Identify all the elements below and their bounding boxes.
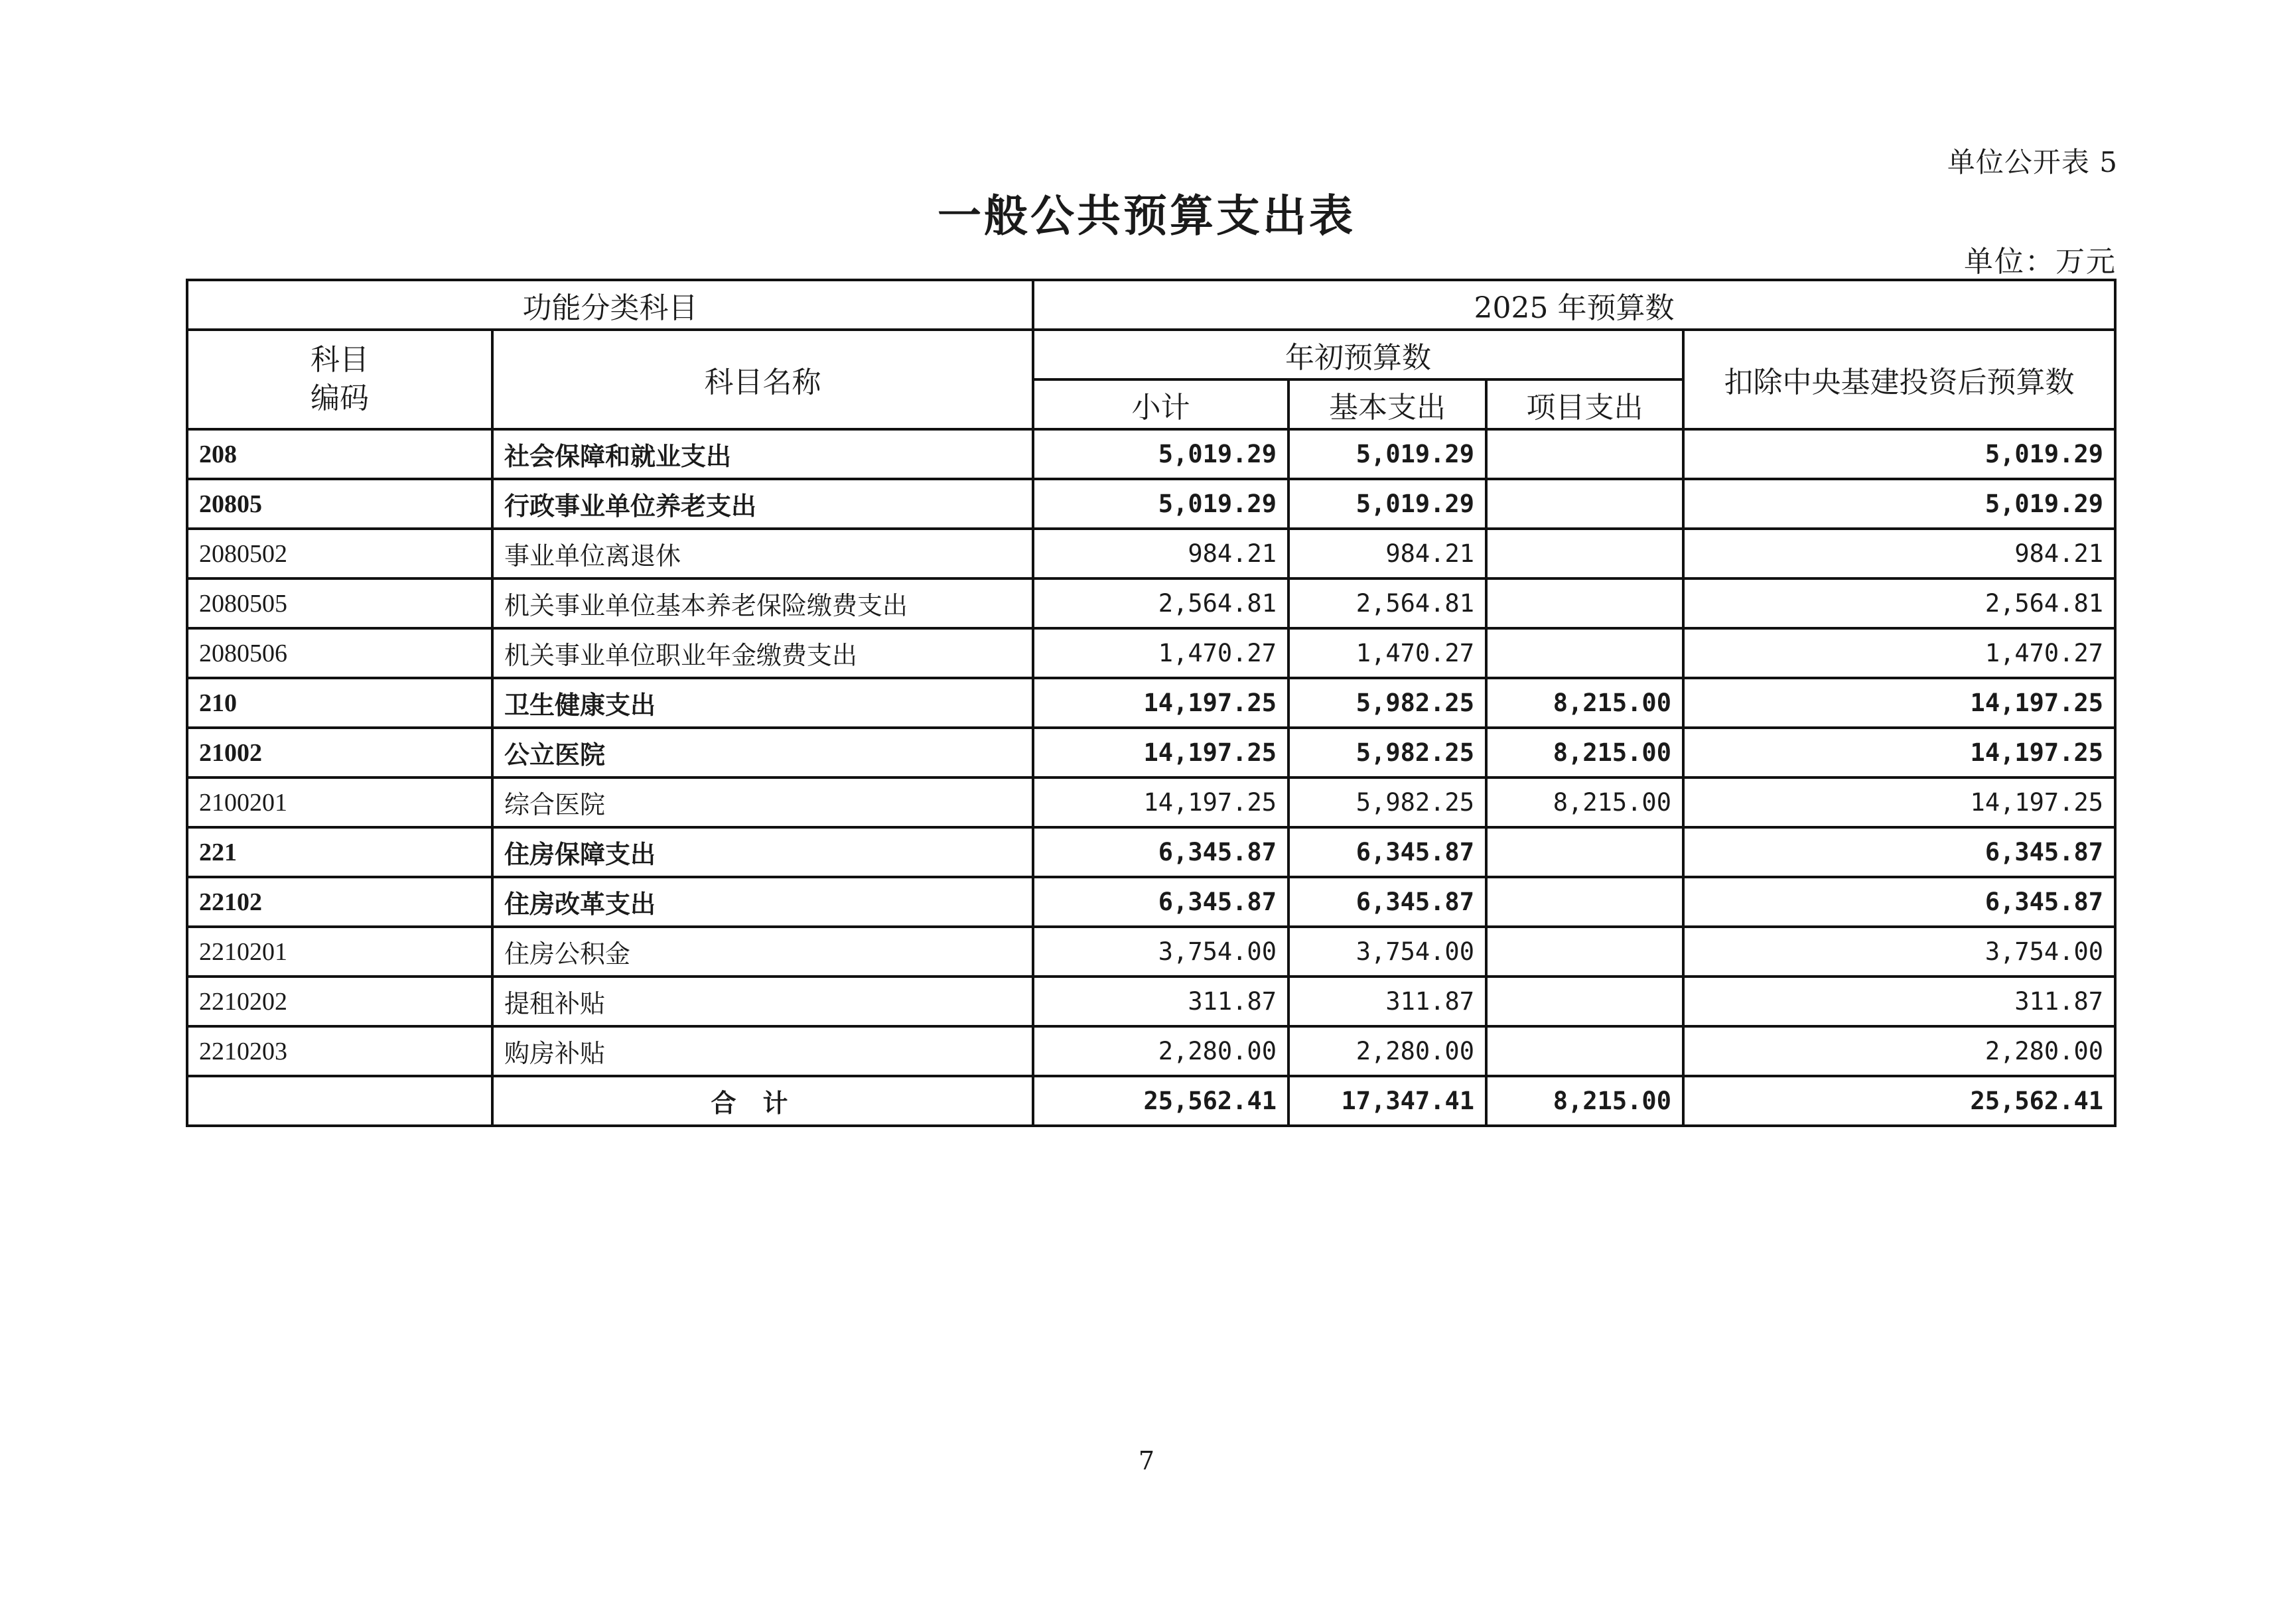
row-basic: 5,019.29 [1288, 479, 1486, 529]
row-name: 住房保障支出 [492, 827, 1033, 877]
table-row [187, 429, 2115, 479]
header-excluding-central: 扣除中央基建投资后预算数 [1683, 330, 2115, 429]
total-subtotal: 25,562.41 [1033, 1076, 1288, 1126]
row-project [1486, 827, 1683, 877]
row-code: 210 [187, 678, 492, 728]
row-excluding: 6,345.87 [1683, 877, 2115, 927]
row-name: 行政事业单位养老支出 [492, 479, 1033, 529]
header-function-classification: 功能分类科目 [187, 280, 1033, 330]
row-name: 机关事业单位基本养老保险缴费支出 [492, 578, 1033, 628]
row-subtotal: 3,754.00 [1033, 927, 1288, 977]
row-basic: 311.87 [1288, 977, 1486, 1026]
row-code: 208 [187, 429, 492, 479]
row-name: 住房改革支出 [492, 877, 1033, 927]
row-code: 2080502 [187, 529, 492, 578]
table-row [187, 678, 2115, 728]
budget-table [186, 279, 2117, 1127]
page-title: 一般公共预算支出表 [938, 190, 1355, 241]
row-subtotal: 5,019.29 [1033, 479, 1288, 529]
row-excluding: 984.21 [1683, 529, 2115, 578]
row-project [1486, 1026, 1683, 1076]
table-row [187, 578, 2115, 628]
table-row [187, 827, 2115, 877]
table-row [187, 529, 2115, 578]
form-number: 单位公开表 5 [1947, 146, 2118, 178]
row-basic: 6,345.87 [1288, 827, 1486, 877]
table-row [187, 877, 2115, 927]
row-subtotal: 5,019.29 [1033, 429, 1288, 479]
row-name: 综合医院 [492, 778, 1033, 827]
row-subtotal: 2,564.81 [1033, 578, 1288, 628]
header-project-expenditure: 项目支出 [1486, 379, 1683, 429]
header-subject-code: 科目 编码 [187, 330, 492, 429]
table-row [187, 977, 2115, 1026]
table-row [187, 778, 2115, 827]
row-subtotal: 311.87 [1033, 977, 1288, 1026]
row-subtotal: 984.21 [1033, 529, 1288, 578]
row-excluding: 5,019.29 [1683, 479, 2115, 529]
row-basic: 2,280.00 [1288, 1026, 1486, 1076]
row-project [1486, 877, 1683, 927]
total-basic: 17,347.41 [1288, 1076, 1486, 1126]
header-initial-budget: 年初预算数 [1033, 330, 1683, 379]
row-subtotal: 14,197.25 [1033, 728, 1288, 778]
table-row [187, 1026, 2115, 1076]
row-subtotal: 14,197.25 [1033, 678, 1288, 728]
row-basic: 6,345.87 [1288, 877, 1486, 927]
row-code: 2080506 [187, 628, 492, 678]
row-excluding: 5,019.29 [1683, 429, 2115, 479]
row-basic: 5,019.29 [1288, 429, 1486, 479]
row-basic: 5,982.25 [1288, 728, 1486, 778]
row-excluding: 6,345.87 [1683, 827, 2115, 877]
page-number: 7 [1138, 1446, 1155, 1475]
row-project: 8,215.00 [1486, 678, 1683, 728]
row-code: 21002 [187, 728, 492, 778]
total-row [187, 1076, 2115, 1126]
header-subtotal: 小计 [1033, 379, 1288, 429]
total-code [187, 1076, 492, 1126]
total-project: 8,215.00 [1486, 1076, 1683, 1126]
row-name: 提租补贴 [492, 977, 1033, 1026]
row-name: 购房补贴 [492, 1026, 1033, 1076]
row-name: 住房公积金 [492, 927, 1033, 977]
row-code: 2080505 [187, 578, 492, 628]
table-row [187, 927, 2115, 977]
row-project [1486, 429, 1683, 479]
unit-label: 单位：万元 [1964, 245, 2117, 279]
row-project: 8,215.00 [1486, 778, 1683, 827]
row-basic: 5,982.25 [1288, 678, 1486, 728]
row-subtotal: 6,345.87 [1033, 877, 1288, 927]
header-subject-name: 科目名称 [492, 330, 1033, 429]
row-code: 22102 [187, 877, 492, 927]
header-basic-expenditure: 基本支出 [1288, 379, 1486, 429]
row-basic: 984.21 [1288, 529, 1486, 578]
row-name: 卫生健康支出 [492, 678, 1033, 728]
row-subtotal: 2,280.00 [1033, 1026, 1288, 1076]
row-name: 事业单位离退休 [492, 529, 1033, 578]
row-excluding: 3,754.00 [1683, 927, 2115, 977]
row-excluding: 1,470.27 [1683, 628, 2115, 678]
row-code: 221 [187, 827, 492, 877]
row-code: 20805 [187, 479, 492, 529]
row-project [1486, 927, 1683, 977]
table-row [187, 628, 2115, 678]
row-basic: 2,564.81 [1288, 578, 1486, 628]
row-subtotal: 1,470.27 [1033, 628, 1288, 678]
row-basic: 1,470.27 [1288, 628, 1486, 678]
total-label: 合计 [492, 1076, 1033, 1126]
row-project [1486, 977, 1683, 1026]
row-name: 公立医院 [492, 728, 1033, 778]
row-code: 2210201 [187, 927, 492, 977]
row-code: 2210203 [187, 1026, 492, 1076]
row-name: 机关事业单位职业年金缴费支出 [492, 628, 1033, 678]
row-code: 2100201 [187, 778, 492, 827]
row-project [1486, 479, 1683, 529]
row-excluding: 311.87 [1683, 977, 2115, 1026]
table-row [187, 728, 2115, 778]
row-basic: 5,982.25 [1288, 778, 1486, 827]
table-row [187, 479, 2115, 529]
header-budget-year: 2025 年预算数 [1033, 280, 2115, 330]
row-basic: 3,754.00 [1288, 927, 1486, 977]
row-excluding: 14,197.25 [1683, 728, 2115, 778]
row-subtotal: 6,345.87 [1033, 827, 1288, 877]
row-project [1486, 628, 1683, 678]
row-code: 2210202 [187, 977, 492, 1026]
row-excluding: 2,564.81 [1683, 578, 2115, 628]
row-excluding: 2,280.00 [1683, 1026, 2115, 1076]
row-project [1486, 578, 1683, 628]
total-excluding: 25,562.41 [1683, 1076, 2115, 1126]
row-excluding: 14,197.25 [1683, 678, 2115, 728]
row-name: 社会保障和就业支出 [492, 429, 1033, 479]
row-project [1486, 529, 1683, 578]
row-subtotal: 14,197.25 [1033, 778, 1288, 827]
row-excluding: 14,197.25 [1683, 778, 2115, 827]
row-project: 8,215.00 [1486, 728, 1683, 778]
